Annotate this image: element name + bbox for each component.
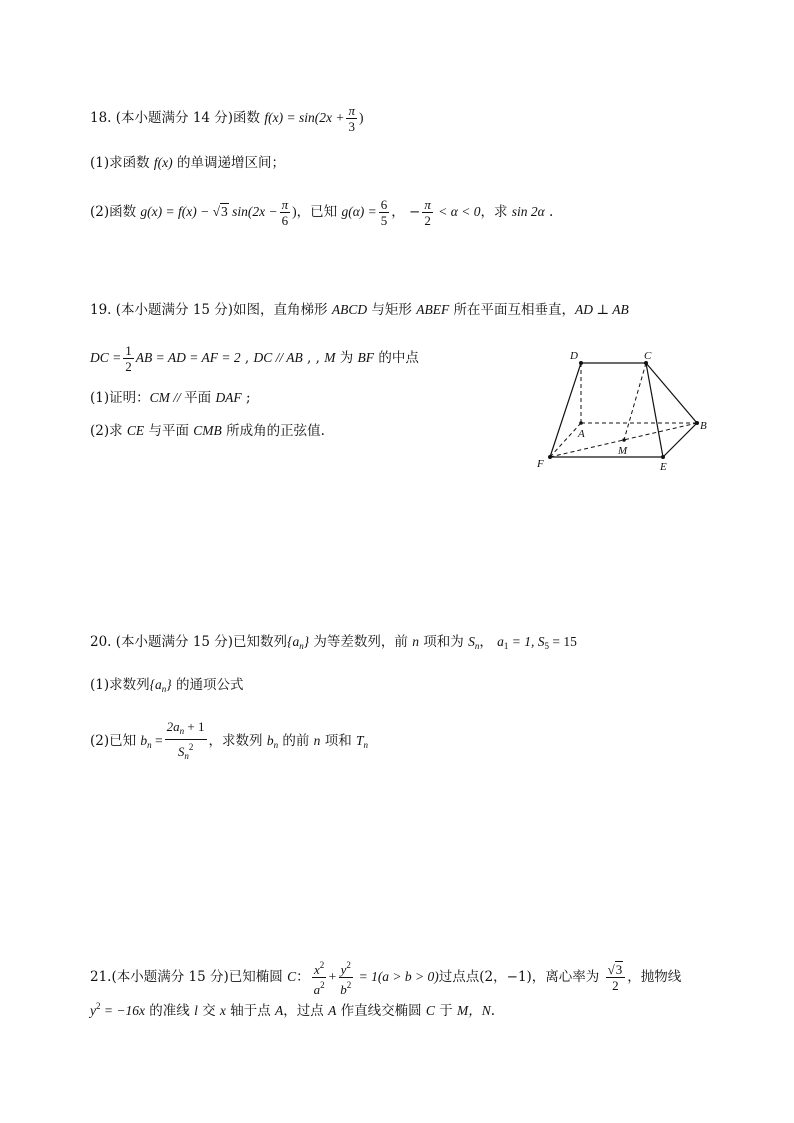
math: b (266, 733, 274, 748)
text: 的准线 (144, 1003, 195, 1019)
text: 项和 (320, 733, 356, 749)
label-B: B (700, 420, 707, 432)
q19-line1 (90, 300, 629, 320)
math: + 1 (184, 719, 205, 734)
fraction-bn (165, 719, 207, 764)
label-C: C (644, 350, 652, 362)
math: = −16x (100, 1003, 145, 1018)
text: . (490, 1003, 496, 1019)
math: l (194, 1003, 198, 1018)
math: sin 2α (511, 204, 545, 219)
math: sin(2x − (228, 204, 278, 219)
frac-numerator: 1 (125, 343, 132, 358)
point-B (695, 421, 699, 425)
paren: ) (358, 110, 364, 125)
math: < α < 0 (434, 204, 481, 219)
math: M，N (457, 1003, 491, 1018)
math: A (275, 1003, 284, 1018)
q19-line3 (90, 388, 251, 408)
text: 的通项公式 (171, 677, 244, 693)
math: DC // AB (253, 350, 303, 365)
text: 与矩形 (367, 302, 417, 318)
frac-denominator: 3 (348, 119, 355, 134)
subscript: n (147, 740, 152, 750)
frac-numerator: π (424, 197, 431, 212)
superscript: 2 (188, 742, 194, 752)
math: C (287, 969, 297, 984)
fraction-1-2 (123, 343, 134, 374)
geometry-figure (530, 345, 720, 475)
frac-numerator: π (281, 197, 289, 212)
text: 所成角的正弦值. (221, 423, 325, 439)
paren: ) (292, 204, 297, 219)
label-A: A (578, 428, 585, 440)
text: 的单调递增区间； (172, 155, 285, 171)
math: g(α) = (341, 204, 377, 219)
text: ，抛物线 (627, 969, 682, 985)
math: BF (357, 350, 375, 365)
point-E (661, 455, 665, 459)
math: A (328, 1003, 337, 1018)
frac-numerator: π (348, 103, 355, 118)
q19-line4 (90, 421, 325, 441)
math: C (425, 1003, 435, 1018)
subscript: n (161, 684, 167, 694)
math: M (324, 350, 336, 365)
sqrt-value: 3 (615, 962, 623, 977)
math: g(x) = f(x) − (140, 204, 213, 219)
subscript: n (179, 726, 185, 736)
text: 项和为 (418, 634, 469, 650)
text: 所在平面互相垂直， (449, 302, 575, 318)
text: ，求数列 (208, 733, 267, 749)
math: n (313, 733, 321, 748)
q21-line1 (90, 958, 681, 997)
math: b (340, 982, 347, 997)
math: ABEF (416, 302, 450, 317)
subscript: n (474, 641, 480, 651)
text: ： (296, 969, 310, 985)
math: a (313, 982, 321, 997)
edge-CB (646, 363, 697, 423)
q18-line2 (90, 153, 285, 173)
q18-line3: (2)函数 g(x) = f(x) − √3 sin(2x − $\frac{\pi}{6}$ )，已知 g(α) = $\frac{6}{5}$ ， − $\frac{\pi}{2}$ < α < 0，求 sin 2α . (90, 197, 554, 228)
math: AD ⊥ AB (575, 302, 629, 317)
fraction-y2-b2 (338, 958, 353, 997)
math: = 1, S (508, 634, 545, 649)
fraction-pi-2 (422, 197, 433, 228)
text: 为等差数列，前 (309, 634, 413, 650)
frac-denominator: 2 (424, 213, 431, 228)
subscript: n (363, 740, 369, 750)
math: y (90, 1003, 96, 1018)
q19-header: 19. (本小题满分 15 分)如图，直角梯形 (90, 302, 332, 318)
label-M: M (618, 445, 628, 457)
text: (2)求 (90, 423, 127, 439)
subscript: 1 (503, 641, 509, 651)
label-F: F (537, 458, 544, 470)
q20-line2 (90, 675, 243, 699)
math: a (497, 634, 504, 649)
math: = 15 (548, 634, 577, 649)
math: T (356, 733, 364, 748)
frac-denominator: 5 (380, 213, 388, 228)
point-F (548, 455, 552, 459)
q20-header: 20. (本小题满分 15 分)已知数列 (90, 634, 288, 650)
edge-AF-hidden (550, 423, 581, 457)
math: CE (126, 423, 145, 438)
math: x (219, 1003, 226, 1018)
q21-header: 21.(本小题满分 15 分)已知椭圆 (90, 969, 288, 985)
math: = 1(a > b > 0) (355, 969, 439, 984)
q18-line1 (90, 103, 363, 134)
label-E: E (660, 461, 667, 473)
frac-denominator: 2 (125, 359, 132, 374)
math: x (313, 962, 320, 977)
q21-line2 (90, 996, 495, 1021)
text: (1)求函数 (90, 155, 154, 171)
frac-denominator: 6 (281, 213, 289, 228)
text: 过点点(2，−1)，离心率为 (438, 969, 604, 985)
superscript: 2 (96, 1001, 101, 1011)
q20-line1 (90, 632, 577, 656)
text: ; (241, 390, 251, 406)
text: ，过点 (283, 1003, 329, 1019)
math: b (140, 733, 148, 748)
text: 轴于点 (225, 1003, 276, 1019)
text: , (240, 350, 254, 366)
text: (1)求数列 (90, 677, 150, 693)
math: {a (149, 677, 162, 692)
text: ， (479, 634, 498, 650)
frac-numerator: 6 (380, 197, 388, 212)
math: + (328, 969, 337, 984)
text: 与平面 (144, 423, 194, 439)
math: y (340, 962, 347, 977)
math: f(x) (153, 155, 173, 170)
q18-function: f(x) = sin(2x + (264, 110, 345, 125)
q20-line3 (90, 719, 368, 764)
math: S (177, 744, 185, 759)
math: CMB (193, 423, 222, 438)
text: . (544, 204, 554, 220)
math: = (151, 733, 163, 748)
superscript: 2 (319, 960, 325, 970)
edge-DF (550, 363, 581, 457)
q18-header: 18. (本小题满分 14 分)函数 (90, 110, 265, 126)
fraction-pi-6 (280, 197, 291, 228)
subscript: 5 (544, 641, 549, 651)
text: 平面 (184, 390, 216, 406)
math: S (468, 634, 475, 649)
math: 2a (166, 719, 180, 734)
point-A (579, 421, 583, 425)
fraction-x2-a2 (312, 958, 327, 997)
frac-denominator: 2 (612, 978, 619, 993)
text: (1)证明： (90, 390, 150, 406)
math: } (166, 677, 172, 692)
text: ， − (391, 204, 421, 220)
edge-CE (646, 363, 663, 457)
superscript: 2 (346, 960, 351, 970)
point-D (579, 361, 583, 365)
math: DC = (90, 350, 122, 365)
text: , , (302, 350, 325, 366)
fraction-sqrt3-2: $\frac{√3}{2}$ (606, 962, 626, 993)
subscript: n (299, 641, 304, 651)
edge-EB (663, 423, 697, 457)
superscript: 2 (346, 980, 352, 990)
text: (2)函数 (90, 204, 141, 220)
text: 作直线交椭圆 (336, 1003, 426, 1019)
text: (2)已知 (90, 733, 141, 749)
text: ，求 (480, 204, 512, 220)
math: CM // (149, 390, 185, 405)
point-M (622, 438, 626, 442)
text: 的中点 (374, 350, 419, 366)
math: } (303, 634, 310, 649)
q19-line2 (90, 343, 419, 374)
math: ABCD (331, 302, 368, 317)
subscript: n (184, 751, 189, 761)
math: {a (287, 634, 300, 649)
text: 的前 (278, 733, 314, 749)
math: AB = AD = AF = 2 (135, 350, 241, 365)
text: 交 (197, 1003, 220, 1019)
sqrt-value: 3 (221, 204, 228, 219)
label-D: D (570, 350, 578, 362)
text: 于 (434, 1003, 458, 1019)
fraction-6-5 (379, 197, 390, 228)
fraction-pi-3 (346, 103, 357, 134)
superscript: 2 (320, 980, 325, 990)
text: 为 (335, 350, 358, 366)
math: n (412, 634, 419, 649)
math: DAF (215, 390, 242, 405)
text: ，已知 (296, 204, 342, 220)
subscript: n (273, 740, 279, 750)
edge-CM-hidden (624, 363, 646, 440)
